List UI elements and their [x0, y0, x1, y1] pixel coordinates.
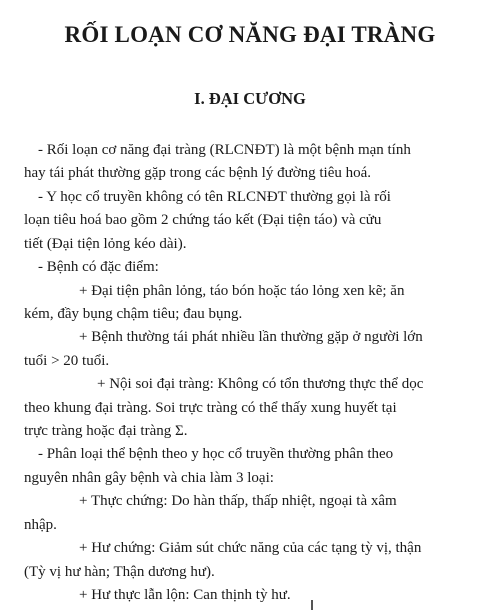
- paragraph-line: - Y học cổ truyền không có tên RLCNĐT thường gọi là rối: [38, 189, 391, 205]
- paragraph-line: nhập.: [24, 517, 57, 533]
- paragraph-line: + Nội soi đại tràng: Không có tổn thương thực thể dọc: [97, 376, 424, 392]
- paragraph-line: tiết (Đại tiện lỏng kéo dài).: [24, 236, 187, 252]
- paragraph-line: nguyên nhân gây bệnh và chia làm 3 loại:: [24, 470, 274, 486]
- paragraph-line: + Hư thực lẫn lộn: Can thịnh tỳ hư.: [79, 587, 291, 603]
- paragraph-line: - Bệnh có đặc điểm:: [38, 259, 159, 275]
- paragraph-line: hay tái phát thường gặp trong các bệnh lý đường tiêu hoá.: [24, 165, 372, 181]
- paragraph-line: trực tràng hoặc đại tràng Σ.: [24, 423, 188, 439]
- paragraph-line: - Phân loại thể bệnh theo y học cổ truyền thường phân theo: [38, 446, 394, 462]
- section-heading: I. ĐẠI CƯƠNG: [194, 89, 306, 108]
- paragraph-line: + Thực chứng: Do hàn thấp, thấp nhiệt, ngoại tà xâm: [79, 493, 397, 509]
- page-title: RỐI LOẠN CƠ NĂNG ĐẠI TRÀNG: [64, 22, 436, 47]
- paragraph-line: kém, đầy bụng chậm tiêu; đau bụng.: [24, 306, 243, 322]
- paragraph-line: + Hư chứng: Giảm sút chức năng của các tạng tỳ vị, thận: [79, 540, 422, 556]
- scan-edge-mark: [311, 600, 313, 610]
- paragraph-line: + Bệnh thường tái phát nhiều lần thường gặp ở người lớn: [79, 329, 423, 345]
- paragraph-line: - Rối loạn cơ năng đại tràng (RLCNĐT) là một bệnh mạn tính: [38, 142, 411, 158]
- paragraph-line: tuổi > 20 tuổi.: [24, 353, 110, 369]
- paragraph-line: theo khung đại tràng. Soi trực tràng có thể thấy xung huyết tại: [24, 400, 397, 416]
- paragraph-line: + Đại tiện phân lỏng, táo bón hoặc táo lỏng xen kẽ; ăn: [79, 283, 405, 299]
- paragraph-line: loạn tiêu hoá bao gồm 2 chứng táo kết (Đại tiện táo) và cửu: [24, 212, 382, 228]
- paragraph-line: (Tỳ vị hư hàn; Thận dương hư).: [24, 564, 215, 580]
